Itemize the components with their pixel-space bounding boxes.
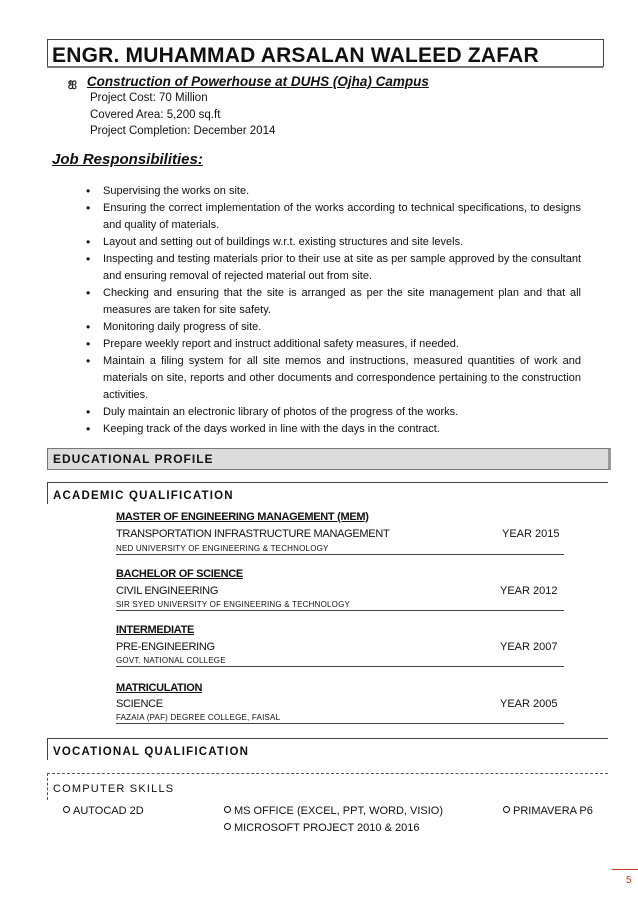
qualification-institution: SIR SYED UNIVERSITY OF ENGINEERING & TECHNOLOGY	[116, 600, 564, 611]
qualification-field: TRANSPORTATION INFRASTRUCTURE MANAGEMENT	[116, 528, 390, 540]
list-item: • Inspecting and testing materials prior to their use at site as per sample approved by the consultant and ensuring removal of rejected material out from site.	[86, 251, 581, 285]
responsibilities-list	[86, 183, 581, 438]
qualification-institution: GOVT. NATIONAL COLLEGE	[116, 656, 564, 667]
circle-bullet-icon	[224, 823, 231, 830]
qualification-field: PRE-ENGINEERING	[116, 641, 215, 653]
project-completion: Project Completion: December 2014	[90, 125, 276, 137]
list-item: • Keeping track of the days worked in line with the days in the contract.	[86, 421, 581, 438]
project-title-row	[68, 74, 429, 91]
qualification-institution: FAZAIA (PAF) DEGREE COLLEGE, FAISAL	[116, 713, 564, 724]
circle-bullet-icon	[224, 806, 231, 813]
computer-skills-frame	[47, 773, 608, 800]
skill-item: PRIMAVERA P6	[503, 805, 593, 817]
skill-item: AUTOCAD 2D	[63, 805, 144, 817]
list-item: • Ensuring the correct implementation of the works according to technical specifications, to designs and quality of materials.	[86, 200, 581, 234]
project-cost: Project Cost: 70 Million	[90, 92, 208, 104]
qualification-field: CIVIL ENGINEERING	[116, 585, 219, 597]
list-item: • Duly maintain an electronic library of photos of the progress of the works.	[86, 404, 581, 421]
responsibilities-heading: Job Responsibilities:	[52, 151, 203, 168]
qualification-year: YEAR 2005	[500, 698, 558, 710]
educational-profile-heading: EDUCATIONAL PROFILE	[53, 452, 214, 466]
qualification-degree: INTERMEDIATE	[116, 624, 195, 636]
list-item: • Maintain a filing system for all site memos and instructions, measured quantities of work and materials on site, reports and other documents and correspondence pertaining to the construction activities.	[86, 353, 581, 404]
page-number-rule	[612, 869, 638, 870]
header-divider	[47, 66, 603, 68]
qualification-institution: NED UNIVERSITY OF ENGINEERING & TECHNOLOGY	[116, 544, 564, 555]
qualification-year: YEAR 2015	[502, 528, 560, 540]
vocational-heading: VOCATIONAL QUALIFICATION	[53, 746, 250, 758]
qualification-degree: MASTER OF ENGINEERING MANAGEMENT (MEM)	[116, 511, 369, 523]
list-item: • Checking and ensuring that the site is arranged as per the site management plan and that all measures are taken for site safety.	[86, 285, 581, 319]
candidate-name: ENGR. MUHAMMAD ARSALAN WALEED ZAFAR	[52, 44, 539, 67]
list-item: • Supervising the works on site.	[86, 183, 581, 200]
qualification-degree: MATRICULATION	[116, 682, 203, 694]
qualification-degree: BACHELOR OF SCIENCE	[116, 568, 243, 580]
qualification-year: YEAR 2007	[500, 641, 558, 653]
list-item: • Layout and setting out of buildings w.r.t. existing structures and site levels.	[86, 234, 581, 251]
academic-heading: ACADEMIC QUALIFICATION	[53, 490, 234, 502]
skill-item: MICROSOFT PROJECT 2010 & 2016	[224, 822, 419, 834]
qualification-field: SCIENCE	[116, 698, 163, 710]
qualification-year: YEAR 2012	[500, 585, 558, 597]
circle-bullet-icon	[63, 806, 70, 813]
skill-item: MS OFFICE (EXCEL, PPT, WORD, VISIO)	[224, 805, 443, 817]
circle-bullet-icon	[503, 806, 510, 813]
project-area: Covered Area: 5,200 sq.ft	[90, 109, 221, 121]
academic-section-frame	[47, 482, 608, 504]
list-item: • Monitoring daily progress of site.	[86, 319, 581, 336]
computer-skills-heading: COMPUTER SKILLS	[53, 783, 175, 795]
vocational-section-frame	[47, 738, 608, 760]
educational-profile-bar	[47, 448, 611, 470]
list-item: • Prepare weekly report and instruct additional safety measures, if needed.	[86, 336, 581, 353]
project-title: Construction of Powerhouse at DUHS (Ojha) Campus	[86, 74, 429, 89]
page-number: 5	[626, 875, 632, 886]
decorative-bullet-icon: ஐ	[68, 77, 77, 89]
